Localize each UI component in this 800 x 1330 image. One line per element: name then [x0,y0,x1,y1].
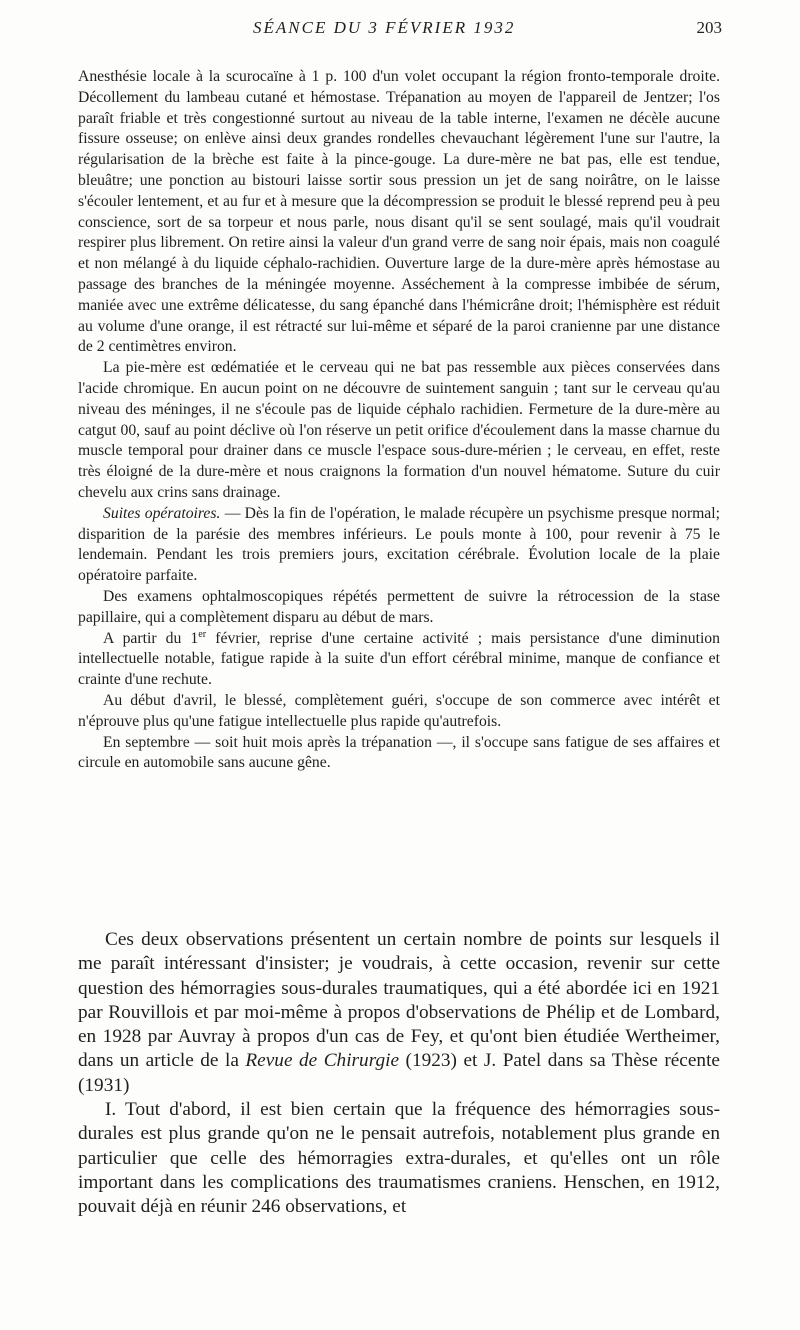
running-title: SÉANCE DU 3 FÉVRIER 1932 [253,18,516,37]
discussion-paragraph [78,928,720,1098]
paragraph-text: A partir du 1 [103,629,199,647]
page-header [78,18,722,42]
case-report [78,67,720,774]
paragraph-text: février, reprise d'une certaine activité ; mais persistance d'une diminution intellectuelle notable, fatigue rapide à la suite d'un effort cérébral minime, manque de confiance et crainte d'une rechute. [78,629,720,689]
paragraph-text: (1923) et J. Patel dans sa Thèse récente (1931) [78,1050,720,1096]
case-paragraph: Anesthésie locale à la scurocaïne à 1 p. 100 d'un volet occupant la région fronto-temporale droite. Décollement du lambeau cutané et hémostase. Trépanation au moyen de l'appareil de Jentzer; l'os paraît friable et très congestionné surtout au niveau de la table interne, l'examen ne décèle aucune fissure osseuse; on enlève ainsi deux grandes rondelles chevauchant légèrement l'une sur l'autre, la régularisation de la brèche est faite à la pince-gouge. La dure-mère ne bat pas, elle est tendue, bleuâtre; une ponction au bistouri laisse sortir sous pression un jet de sang noirâtre, on le laisse s'écouler lentement, et au fur et à mesure que la décompression se produit le blessé reprend peu à peu conscience, sort de sa torpeur et nous parle, nous disant qu'il se sent soulagé, mais qu'il voudrait respirer plus librement. On retire ainsi la valeur d'un grand verre de sang noir épais, mais non coagulé et non mélangé à du liquide céphalo-rachidien. Ouverture large de la dure-mère après hémostase au passage des branches de la méningée moyenne. Asséchement à la compresse imbibée de sérum, maniée avec une extrême délicatesse, du sang épanché dans l'hémicrâne droit; l'hémisphère est réduit au volume d'une orange, il est rétracté sur lui-même et séparé de la paroi cranienne par une distance de 2 centimètres environ. [78,68,720,356]
paragraph-text: Ces deux observations présentent un certain nombre de points sur lesquels il me paraît intéressant d'insister; je voudrais, à cette occasion, revenir sur cette question des hémorragies sous-durales traumatiques, qui a été abordée ici en 1921 par Rouvillois et par moi-même à propos d'observations de Phélip et de Lombard, en 1928 par Auvray à propos d'un cas de Fey, et qu'ont bien étudiée Wertheimer, dans un article de la [78,929,720,1072]
case-paragraph: Au début d'avril, le blessé, complètement guéri, s'occupe de son commerce avec intérêt et n'éprouve plus qu'une fatigue intellectuelle plus rapide qu'autrefois. [78,691,720,730]
discussion-paragraph: I. Tout d'abord, il est bien certain que la fréquence des hémorragies sous-durales est plus grande qu'on ne le pensait autrefois, notablement plus grande en particulier que celle des hémorragies extra-durales, et qu'elles ont un rôle important dans les complications des traumatismes craniens. Henschen, en 1912, pouvait déjà en réunir 246 observations, et [78,1099,720,1218]
case-paragraph: En septembre — soit huit mois après la trépanation —, il s'occupe sans fatigue de ses affaires et circule en automobile sans aucune gêne. [78,733,720,772]
case-paragraph: La pie-mère est œdématiée et le cerveau qui ne bat pas ressemble aux pièces conservées dans l'acide chromique. En aucun point on ne découvre de suintement sanguin ; tant sur le cerveau qu'au niveau des méninges, il ne s'écoule pas de liquide céphalo rachidien. Fermeture de la dure-mère au catgut 00, sauf au point déclive où l'on réserve un petit orifice d'écoulement dans la masse charnue du muscle temporal pour drainer dans ce muscle l'espace sous-dure-mérien ; le cerveau, en effet, reste très éloigné de la dure-mère et nous craignons la formation d'un nouvel hématome. Suture du cuir chevelu aux crins sans drainage. [78,359,720,501]
page-number: 203 [696,18,722,37]
case-paragraph: Des examens ophtalmoscopiques répétés permettent de suivre la rétrocession de la stase papillaire, qui a complètement disparu au début de mars. [78,587,720,626]
paragraph-text: — Dès la fin de l'opération, le malade récupère un psychisme presque normal; disparition de la parésie des membres inférieurs. Le pouls monte à 100, pour revenir à 75 le lendemain. Pendant les trois premiers jours, excitation cérébrale. Évolution locale de la plaie opératoire parfaite. [78,504,720,585]
section-label: Suites opératoires. [103,504,221,522]
case-paragraph [78,629,720,691]
discussion [78,928,720,1220]
journal-title: Revue de Chirurgie [245,1050,400,1072]
case-paragraph [78,504,720,587]
ordinal-suffix: er [198,628,207,640]
